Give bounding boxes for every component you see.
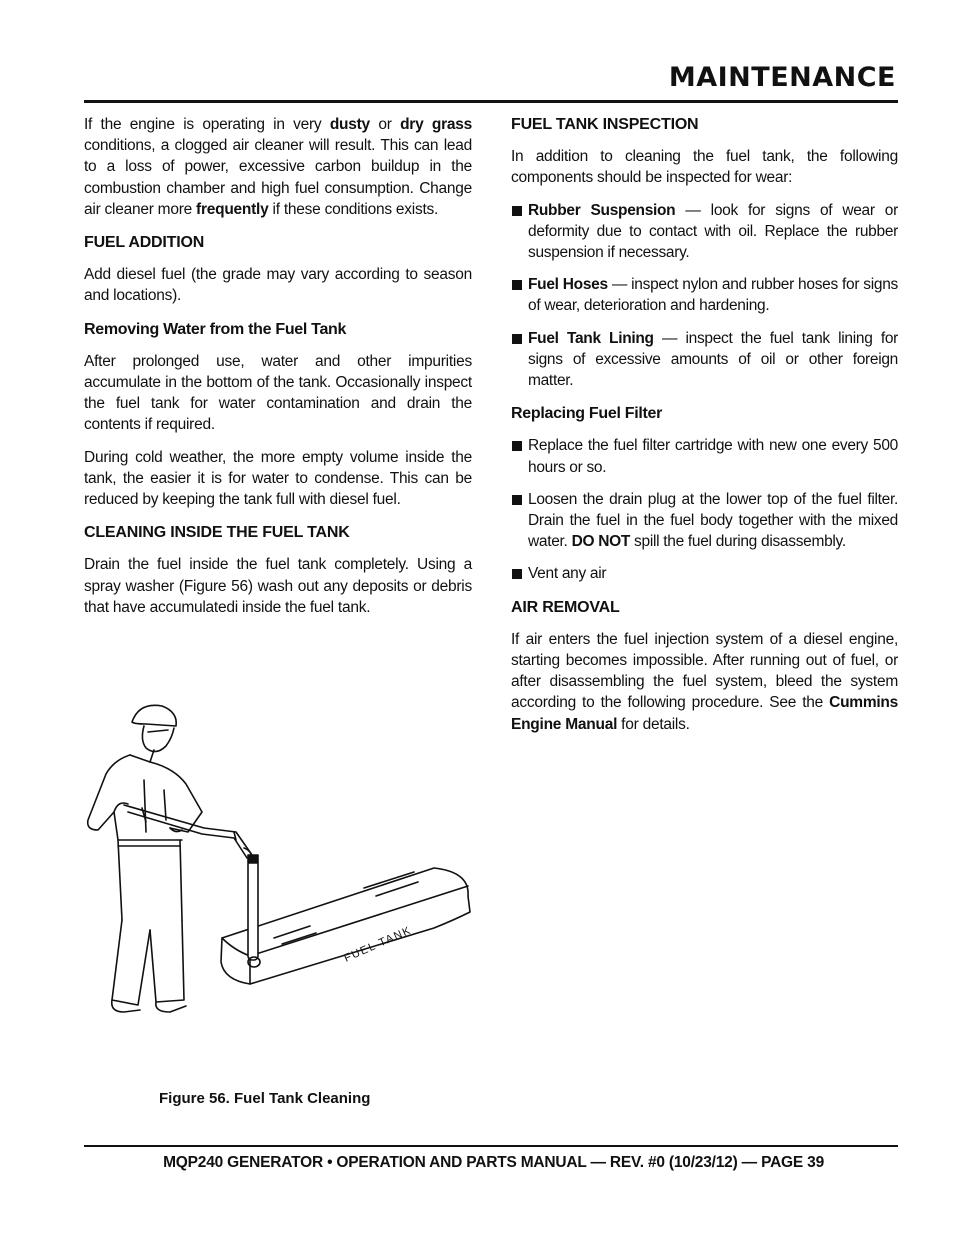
footer-divider [84,1145,898,1147]
intro-paragraph: If the engine is operating in very dusty or dry grass conditions, a clogged air cleaner will result. This can lead to a loss of power, excessive carbon buildup in the combustion chamber and high fuel consumption. Change air cleaner more frequently if these conditions exists. [84,116,472,218]
inspection-item-fuel-tank-lining: Fuel Tank Lining — inspect the fuel tank lining for signs of excessive amounts of oil or other foreign matter. [511,328,898,392]
right-column [511,114,898,746]
bullet-square-icon [512,280,522,290]
removing-water-heading: Removing Water from the Fuel Tank [84,320,347,338]
bullet-square-icon [512,441,522,451]
page-title: MAINTENANCE [668,62,896,93]
filter-item-replace: Replace the fuel filter cartridge with new one every 500 hours or so. [511,435,898,477]
bullet-square-icon [512,334,522,344]
figure-caption: Figure 56. Fuel Tank Cleaning [159,1090,371,1107]
removing-water-paragraph-2: During cold weather, the more empty volume inside the tank, the easier it is for water to condense. This can be reduced by keeping the tank full with diesel fuel. [84,448,472,509]
bullet-square-icon [512,569,522,579]
cleaning-heading: CLEANING INSIDE THE FUEL TANK [84,524,350,542]
spray-pipe-drawing [248,855,260,967]
cleaning-text: Drain the fuel inside the fuel tank completely. Using a spray washer (Figure 56) wash out any deposits or debris that have accumulatedi inside the fuel tank. [84,556,472,616]
fuel-addition-heading: FUEL ADDITION [84,234,205,252]
worker-drawing [88,705,202,1012]
inspection-heading: FUEL TANK INSPECTION [511,116,699,133]
inspection-intro: In addition to cleaning the fuel tank, the following components should be inspected for wear: [511,148,898,187]
filter-heading: Replacing Fuel Filter [511,405,663,423]
bullet-square-icon [512,206,522,216]
removing-water-paragraph-1: After prolonged use, water and other impurities accumulate in the bottom of the tank. Occasionally inspect the fuel tank for water contamination and drain the contents if required. [84,352,472,434]
inspection-item-rubber-suspension: Rubber Suspension — look for signs of wear or deformity due to contact with oil. Replace the rubber suspension if necessary. [511,200,898,264]
page-footer: MQP240 GENERATOR • OPERATION AND PARTS MANUAL — REV. #0 (10/23/12) — PAGE 39 [163,1154,824,1171]
tank-label: FUEL TANK [342,924,414,965]
filter-item-vent: Vent any air [511,563,898,584]
header-divider [84,100,898,103]
air-removal-heading: AIR REMOVAL [511,598,620,616]
fuel-tank-cleaning-figure [84,700,476,1020]
filter-item-drain: Loosen the drain plug at the lower top of the fuel filter. Drain the fuel in the fuel body together with the mixed water. DO NOT spill the fuel during disassembly. [511,489,898,553]
person-spraying-fuel-tank-illustration [84,700,476,1020]
inspection-item-fuel-hoses: Fuel Hoses — inspect nylon and rubber hoses for signs of wear, deterioration and hardening. [511,274,898,316]
bullet-square-icon [512,495,522,505]
left-column [84,114,472,629]
air-removal-text: If air enters the fuel injection system of a diesel engine, starting becomes impossible. After running out of fuel, or after disassembling the fuel system, bleed the system according to the following procedure. See the Cummins Engine Manual for details. [511,630,898,733]
fuel-addition-text: Add diesel fuel (the grade may vary according to season and locations). [84,266,472,305]
